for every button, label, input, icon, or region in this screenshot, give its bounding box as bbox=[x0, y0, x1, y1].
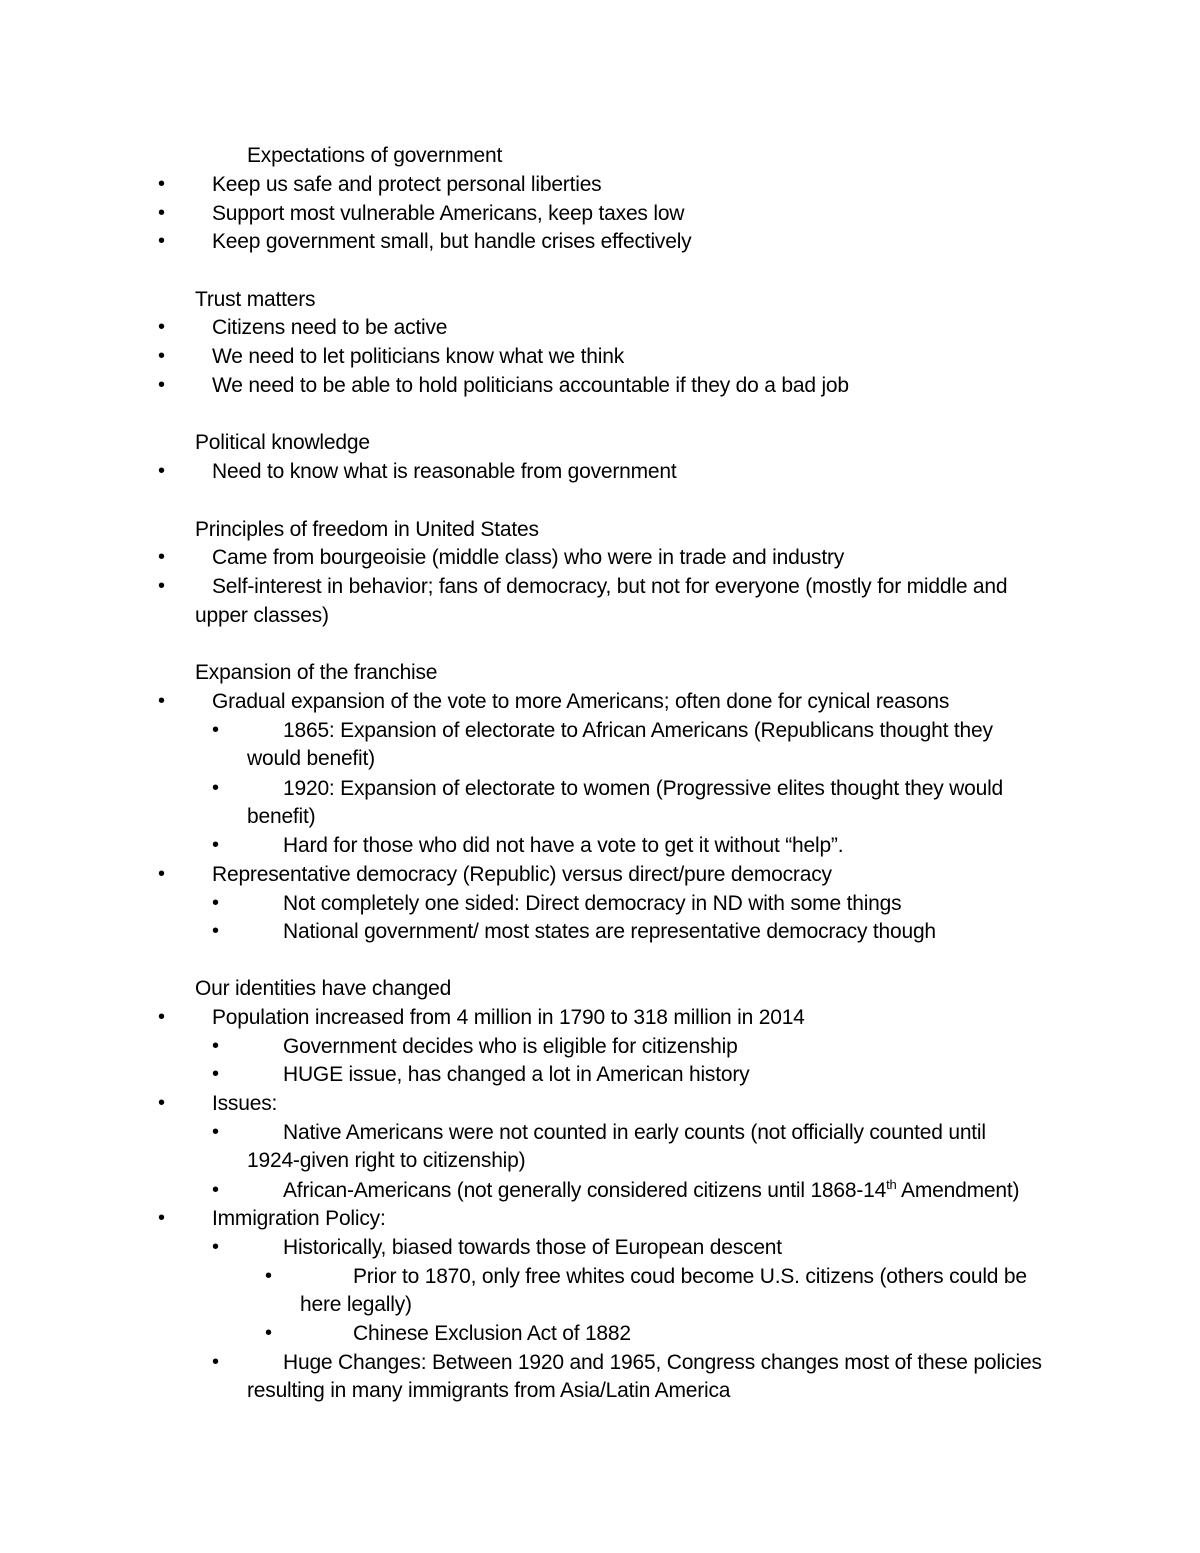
list-item: 1920: Expansion of electorate to women (Progressive elites thought they would bbox=[283, 777, 1004, 800]
list-item: HUGE issue, has changed a lot in American history bbox=[283, 1063, 750, 1086]
list-item: Population increased from 4 million in 1790 to 318 million in 2014 bbox=[212, 1006, 805, 1029]
bullet-icon: • bbox=[212, 834, 220, 856]
list-item-text: African-Americans (not generally considered citizens until 1868-14 bbox=[283, 1179, 887, 1202]
list-item bbox=[283, 1177, 1019, 1205]
bullet-icon: • bbox=[158, 575, 166, 597]
bullet-icon: • bbox=[158, 316, 166, 338]
bullet-icon: • bbox=[158, 1092, 166, 1114]
section-heading: Trust matters bbox=[195, 288, 316, 311]
superscript: th bbox=[886, 1177, 897, 1192]
bullet-icon: • bbox=[158, 1207, 166, 1229]
list-item: Came from bourgeoisie (middle class) who were in trade and industry bbox=[212, 546, 845, 569]
bullet-icon: • bbox=[212, 1063, 220, 1085]
section-heading: Principles of freedom in United States bbox=[195, 518, 539, 541]
list-item: Issues: bbox=[212, 1092, 278, 1115]
bullet-icon: • bbox=[212, 1351, 220, 1373]
section-heading: Political knowledge bbox=[195, 431, 370, 454]
list-item: We need to let politicians know what we think bbox=[212, 345, 625, 368]
list-item-text: Amendment) bbox=[896, 1179, 1020, 1202]
bullet-icon: • bbox=[265, 1265, 273, 1287]
list-item: Self-interest in behavior; fans of democracy, but not for everyone (mostly for middle and bbox=[212, 575, 1008, 598]
list-item: Support most vulnerable Americans, keep taxes low bbox=[212, 202, 685, 225]
list-item-continuation: would benefit) bbox=[247, 747, 375, 770]
bullet-icon: • bbox=[212, 719, 220, 741]
list-item: Historically, biased towards those of European descent bbox=[283, 1236, 782, 1259]
bullet-icon: • bbox=[158, 1006, 166, 1028]
bullet-icon: • bbox=[212, 777, 220, 799]
list-item: Representative democracy (Republic) versus direct/pure democracy bbox=[212, 863, 832, 886]
section-heading: Expansion of the franchise bbox=[195, 661, 438, 684]
bullet-icon: • bbox=[212, 892, 220, 914]
list-item-continuation: resulting in many immigrants from Asia/Latin America bbox=[247, 1379, 731, 1402]
list-item: We need to be able to hold politicians accountable if they do a bad job bbox=[212, 374, 849, 397]
bullet-icon: • bbox=[212, 1035, 220, 1057]
list-item: National government/ most states are representative democracy though bbox=[283, 920, 936, 943]
bullet-icon: • bbox=[158, 173, 166, 195]
list-item-continuation: 1924-given right to citizenship) bbox=[247, 1149, 526, 1172]
list-item-continuation: upper classes) bbox=[195, 604, 329, 627]
bullet-icon: • bbox=[265, 1322, 273, 1344]
bullet-icon: • bbox=[158, 690, 166, 712]
bullet-icon: • bbox=[158, 460, 166, 482]
list-item: Huge Changes: Between 1920 and 1965, Congress changes most of these policies bbox=[283, 1351, 1042, 1374]
bullet-icon: • bbox=[212, 1236, 220, 1258]
bullet-icon: • bbox=[212, 1121, 220, 1143]
section-heading: Expectations of government bbox=[247, 144, 503, 167]
list-item-continuation: here legally) bbox=[300, 1293, 412, 1316]
list-item: Immigration Policy: bbox=[212, 1207, 386, 1230]
bullet-icon: • bbox=[212, 1179, 220, 1201]
list-item: Keep us safe and protect personal liberties bbox=[212, 173, 602, 196]
list-item: Keep government small, but handle crises effectively bbox=[212, 230, 692, 253]
list-item: Citizens need to be active bbox=[212, 316, 448, 339]
list-item: Hard for those who did not have a vote to get it without “help”. bbox=[283, 834, 844, 857]
bullet-icon: • bbox=[158, 230, 166, 252]
section-heading: Our identities have changed bbox=[195, 977, 452, 1000]
list-item: Gradual expansion of the vote to more Americans; often done for cynical reasons bbox=[212, 690, 950, 713]
list-item-continuation: benefit) bbox=[247, 805, 316, 828]
list-item: Prior to 1870, only free whites coud become U.S. citizens (others could be bbox=[353, 1265, 1027, 1288]
list-item: Not completely one sided: Direct democracy in ND with some things bbox=[283, 892, 902, 915]
bullet-icon: • bbox=[158, 863, 166, 885]
bullet-icon: • bbox=[158, 345, 166, 367]
list-item: Native Americans were not counted in early counts (not officially counted until bbox=[283, 1121, 986, 1144]
bullet-icon: • bbox=[158, 202, 166, 224]
list-item: 1865: Expansion of electorate to African Americans (Republicans thought they bbox=[283, 719, 993, 742]
list-item: Chinese Exclusion Act of 1882 bbox=[353, 1322, 631, 1345]
bullet-icon: • bbox=[158, 374, 166, 396]
list-item: Need to know what is reasonable from government bbox=[212, 460, 677, 483]
list-item: Government decides who is eligible for citizenship bbox=[283, 1035, 738, 1058]
bullet-icon: • bbox=[158, 546, 166, 568]
bullet-icon: • bbox=[212, 920, 220, 942]
